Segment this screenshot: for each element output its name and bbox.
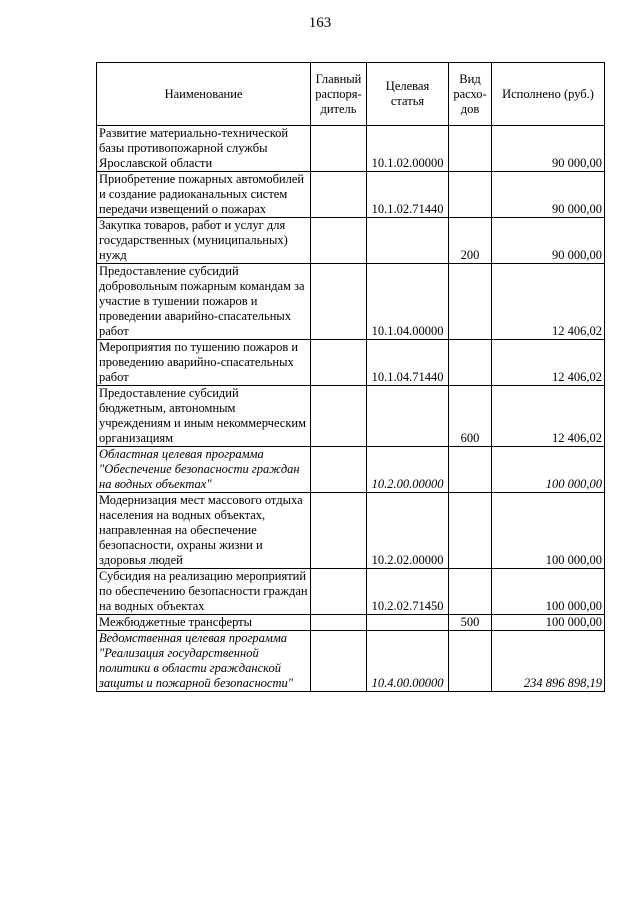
row-name-cell: Межбюджетные трансферты: [97, 615, 311, 631]
row-isp-cell: 90 000,00: [492, 126, 605, 172]
table-row: [97, 447, 605, 493]
row-isp-cell: 12 406,02: [492, 264, 605, 340]
row-glav-cell: [311, 631, 367, 692]
row-vid-cell: [449, 493, 492, 569]
row-glav-cell: [311, 172, 367, 218]
table-row: [97, 340, 605, 386]
row-cel-cell: 10.1.04.00000: [367, 264, 449, 340]
row-cel-cell: 10.1.04.71440: [367, 340, 449, 386]
row-name-cell: Областная целевая программа "Обеспечение безопасности граждан на водных объектах": [97, 447, 311, 493]
row-glav-cell: [311, 264, 367, 340]
row-glav-cell: [311, 447, 367, 493]
table-row: [97, 569, 605, 615]
table-row: [97, 615, 605, 631]
row-cel-cell: 10.2.02.71450: [367, 569, 449, 615]
row-vid-cell: [449, 126, 492, 172]
row-name-cell: Субсидия на реализацию мероприятий по обеспечению безопасности граждан на водных объектах: [97, 569, 311, 615]
row-glav-cell: [311, 615, 367, 631]
row-glav-cell: [311, 126, 367, 172]
row-glav-cell: [311, 493, 367, 569]
row-name-cell: Ведомственная целевая программа "Реализация государственной политики в области гражданской защиты и пожарной безопасности": [97, 631, 311, 692]
row-cel-cell: 10.2.00.00000: [367, 447, 449, 493]
table-row: [97, 493, 605, 569]
row-name-cell: Мероприятия по тушению пожаров и проведению аварийно-спасательных работ: [97, 340, 311, 386]
header-glav: Главный распоря-дитель: [311, 63, 367, 126]
row-cel-cell: 10.1.02.71440: [367, 172, 449, 218]
row-vid-cell: [449, 631, 492, 692]
row-isp-cell: 12 406,02: [492, 386, 605, 447]
row-vid-cell: [449, 172, 492, 218]
row-cel-cell: [367, 386, 449, 447]
table-row: [97, 386, 605, 447]
row-vid-cell: 500: [449, 615, 492, 631]
row-name-cell: Развитие материально-технической базы противопожарной службы Ярославской области: [97, 126, 311, 172]
table-row: [97, 172, 605, 218]
header-cel: Целевая статья: [367, 63, 449, 126]
row-glav-cell: [311, 386, 367, 447]
row-isp-cell: 100 000,00: [492, 493, 605, 569]
row-vid-cell: 600: [449, 386, 492, 447]
row-vid-cell: [449, 569, 492, 615]
header-name: Наименование: [97, 63, 311, 126]
row-name-cell: Предоставление субсидий бюджетным, автономным учреждениям и иным некоммерческим организациям: [97, 386, 311, 447]
row-isp-cell: 100 000,00: [492, 447, 605, 493]
row-glav-cell: [311, 218, 367, 264]
row-cel-cell: [367, 615, 449, 631]
row-isp-cell: 90 000,00: [492, 218, 605, 264]
row-name-cell: Приобретение пожарных автомобилей и создание радиоканальных систем передачи извещений о пожарах: [97, 172, 311, 218]
table-header-row: [97, 63, 605, 126]
budget-table: [96, 62, 605, 692]
header-vid: Вид расхо-дов: [449, 63, 492, 126]
table-row: [97, 264, 605, 340]
table-body: [97, 126, 605, 692]
row-isp-cell: 90 000,00: [492, 172, 605, 218]
table-row: [97, 126, 605, 172]
row-name-cell: Закупка товаров, работ и услуг для государственных (муниципальных) нужд: [97, 218, 311, 264]
row-name-cell: Предоставление субсидий добровольным пожарным командам за участие в тушении пожаров и проведении аварийно-спасательных работ: [97, 264, 311, 340]
row-cel-cell: 10.4.00.00000: [367, 631, 449, 692]
row-cel-cell: 10.2.02.00000: [367, 493, 449, 569]
row-isp-cell: 12 406,02: [492, 340, 605, 386]
row-glav-cell: [311, 340, 367, 386]
row-cel-cell: 10.1.02.00000: [367, 126, 449, 172]
row-name-cell: Модернизация мест массового отдыха населения на водных объектах, направленная на обеспечение безопасности, охраны жизни и здоровья людей: [97, 493, 311, 569]
row-isp-cell: 234 896 898,19: [492, 631, 605, 692]
row-vid-cell: [449, 340, 492, 386]
row-isp-cell: 100 000,00: [492, 615, 605, 631]
row-vid-cell: [449, 447, 492, 493]
table-row: [97, 631, 605, 692]
page-number: 163: [308, 15, 332, 31]
row-cel-cell: [367, 218, 449, 264]
row-isp-cell: 100 000,00: [492, 569, 605, 615]
row-vid-cell: [449, 264, 492, 340]
header-isp: Исполнено (руб.): [492, 63, 605, 126]
table-row: [97, 218, 605, 264]
row-glav-cell: [311, 569, 367, 615]
row-vid-cell: 200: [449, 218, 492, 264]
